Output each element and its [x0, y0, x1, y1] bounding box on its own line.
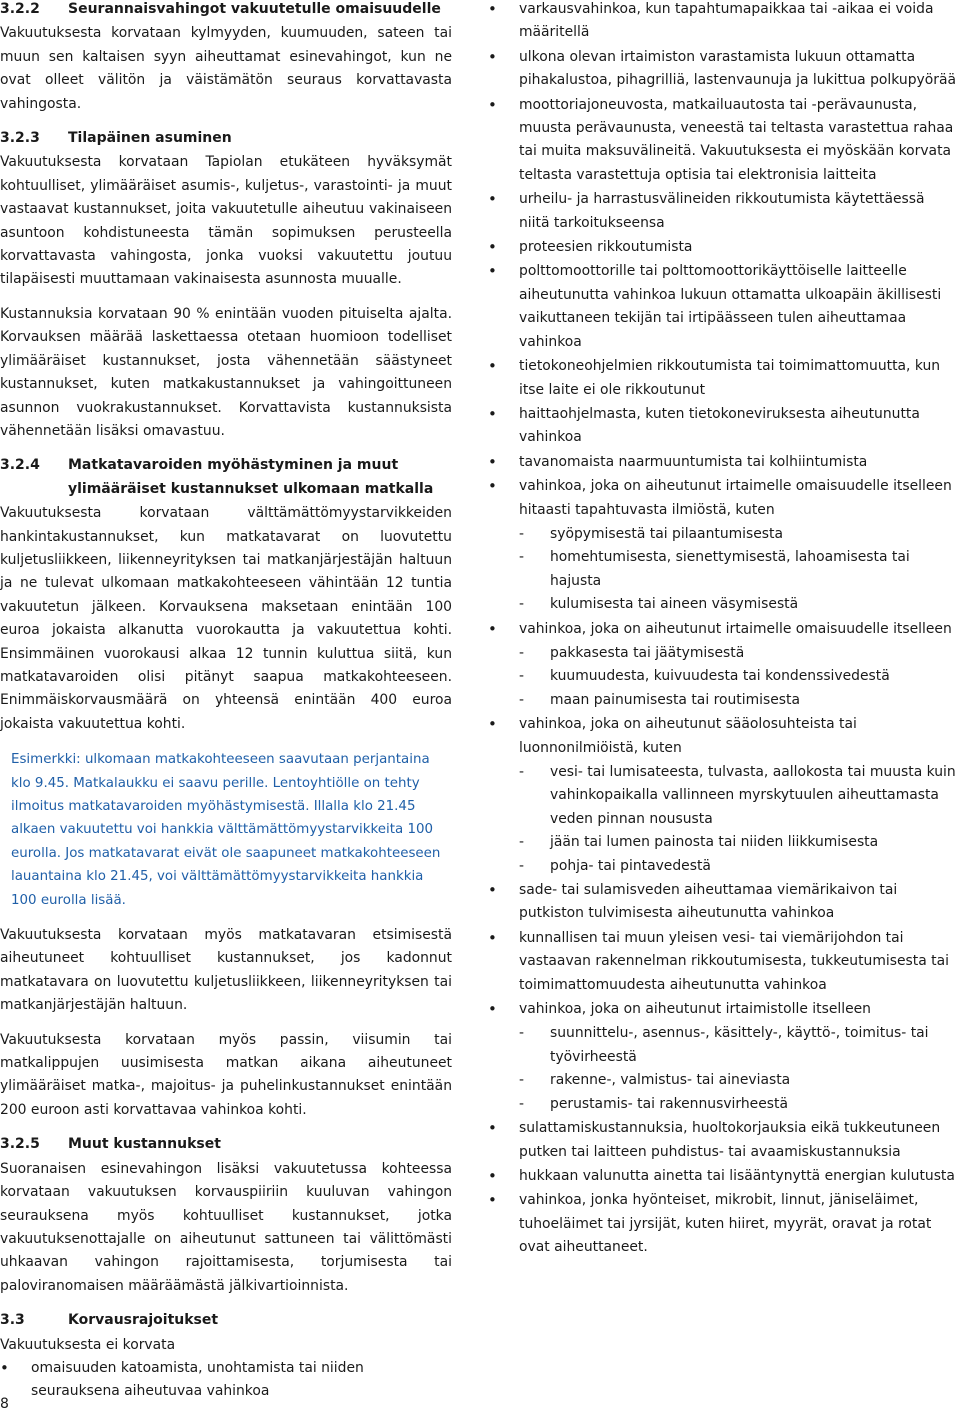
list-item: [488, 475, 956, 616]
list-item-text: vahinkoa, joka on aiheutunut irtaimelle omaisuudelle itselleen: [519, 620, 952, 637]
section-title: Tilapäinen asuminen: [68, 130, 232, 147]
list-item: [488, 927, 956, 997]
list-item-text: tavanomaista naarmuuntumista tai kolhiintumista: [519, 453, 868, 470]
list-item: • omaisuuden katoamista, unohtamista tai niiden seurauksena aiheutuvaa vahinkoa: [0, 1357, 452, 1404]
section-title: Korvausrajoitukset: [68, 1312, 219, 1329]
list-item-text: varkausvahinkoa, kun tapahtumapaikkaa tai -aikaa ei voida määritellä: [519, 1, 934, 41]
sub-list-item: - homehtumisesta, sienettymisestä, lahoamisesta tai hajusta: [519, 546, 956, 593]
section-title: Muut kustannukset: [68, 1136, 221, 1153]
list-item-text: vahinkoa, jonka hyönteiset, mikrobit, linnut, jäniseläimet, tuhoeläimet tai jyrsijät, kuten hiiret, myyrät, oravat ja rotat ovat aiheuttaneet.: [519, 1192, 932, 1256]
list-item-text: polttomoottorille tai polttomoottorikäyttöiselle laitteelle aiheutunutta vahinkoa lukuun ottamatta ulkoapäin äkillisesti vaikuttaneen tekijän tai irtipäässeen tulen aiheuttamaa vahinkoa: [519, 263, 942, 350]
exclusions-list-right: [488, 0, 956, 1260]
list-item: [488, 618, 956, 713]
sub-list: [519, 642, 956, 712]
list-item-text: proteesien rikkoutumista: [519, 239, 693, 256]
section-heading-3-2-5: [0, 1133, 452, 1156]
exclusions-intro: Vakuutuksesta ei korvata: [0, 1336, 176, 1353]
list-item-text: vahinkoa, joka on aiheutunut sääolosuhteista tai luonnonilmiöistä, kuten: [519, 716, 857, 756]
sub-list: [519, 523, 956, 617]
paragraph: Vakuutuksesta korvataan kylmyyden, kuumuuden, sateen tai muun sen kaltaisen syyn aiheuttamat esinevahingot, kun ne ovat olleet välitön ja väistämätön seuraus korvattavasta vahingosta.: [0, 25, 452, 112]
list-item-text: ulkona olevan irtaimiston varastamista lukuun ottamatta pihakalustoa, pihagrilliä, lastenvaunuja ja lukittua polkupyörää: [519, 48, 956, 89]
list-item-text: sulattamiskustannuksia, huoltokorjauksia eikä tukkeutuneen putken tai laitteen puhdistus- tai avaamiskustannuksia: [519, 1120, 941, 1160]
section-title: Matkatavaroiden myöhästyminen ja muut ylimääräiset kustannukset ulkomaan matkalla: [68, 457, 434, 497]
list-item-text: sade- tai sulamisveden aiheuttamaa viemärikaivon tai putkiston tulvimisesta aiheutunutta vahinkoa: [519, 882, 898, 922]
section-title: Seurannaisvahingot vakuutetulle omaisuudelle: [68, 1, 441, 17]
paragraph: Vakuutuksesta korvataan myös passin, viisumin tai matkalippujen uusimisesta matkan aikana aiheutuneet ylimääräiset matka-, majoitus- ja puhelinkustannukset enintään 200 euroon asti korvattavaa vahinkoa kohti.: [0, 1031, 452, 1118]
list-item: [488, 451, 956, 474]
paragraph: Kustannuksia korvataan 90 % enintään vuoden pituiselta ajalta. Korvauksen määrää laskettaessa otetaan huomioon todelliset ylimääräiset kustannukset, josta vähennetään säästyneet kustannukset, kuten matkakustannukset ja vahingoittuneen asunnon vuokrakustannukset. Korvattavista kustannuksista vähennetään lisäksi omavastuu.: [0, 305, 452, 439]
list-item-text: urheilu- ja harrastusvälineiden rikkoutumista käytettäessä niitä tarkoitukseensa: [519, 191, 925, 231]
list-item-text: kunnallisen tai muun yleisen vesi- tai viemärijohdon tai vastaavan rakennelman rikkoutumisesta, tukkeutumisesta tai toimimattomuudesta aiheutunutta vahinkoa: [519, 929, 949, 993]
sub-list-item: - jään tai lumen painosta tai niiden liikkumisesta: [519, 831, 956, 854]
list-item-text: tietokoneohjelmien rikkoutumista tai toimimattomuutta, kun itse laite ei ole rikkoutunut: [519, 358, 941, 398]
section-heading-3-2-2: [0, 0, 452, 21]
list-item: [488, 403, 956, 450]
list-item: [488, 998, 956, 1116]
sub-list-item: - syöpymisestä tai pilaantumisesta: [519, 523, 956, 546]
list-item: [488, 236, 956, 259]
section-number: 3.2.5: [0, 1136, 40, 1153]
section-heading-3-2-3: [0, 127, 452, 150]
sub-list: [519, 1022, 956, 1116]
section-number: 3.3: [0, 1312, 25, 1329]
sub-list-item: - pakkasesta tai jäätymisestä: [519, 642, 956, 665]
right-column: [488, 0, 956, 1261]
section-number: 3.2.3: [0, 130, 40, 147]
list-item: [488, 260, 956, 354]
list-item: [488, 713, 956, 878]
list-item-text: vahinkoa, joka on aiheutunut irtaimelle omaisuudelle itselleen hitaasti tapahtuvasta ilmiöstä, kuten: [519, 478, 952, 518]
sub-list-item: - suunnittelu-, asennus-, käsittely-, käyttö-, toimitus- tai työvirheestä: [519, 1022, 956, 1069]
section-number: 3.2.2: [0, 1, 40, 17]
sub-list-item: - maan painumisesta tai routimisesta: [519, 689, 956, 712]
sub-list-item: - rakenne-, valmistus- tai aineviasta: [519, 1069, 956, 1092]
list-item-text: haittaohjelmasta, kuten tietokoneviruksesta aiheutunutta vahinkoa: [519, 405, 920, 446]
list-item: [488, 1189, 956, 1259]
list-item: [488, 1165, 956, 1188]
list-item: [488, 355, 956, 402]
list-item-text: vahinkoa, joka on aiheutunut irtaimistolle itselleen: [519, 1001, 871, 1018]
sub-list-item: - kulumisesta tai aineen väsymisestä: [519, 593, 956, 616]
list-item: [488, 879, 956, 926]
list-item-text: moottoriajoneuvosta, matkailuautosta tai -perävaunusta, muusta perävaunusta, veneestä tai teltasta varastettua rahaa tai muita maksuvälineitä. Vakuutuksesta ei myöskään korvata teltasta varastettuja optisia tai elektronisia laitteita: [519, 96, 954, 183]
list-item-text: hukkaan valunutta ainetta tai lisääntynyttä energian kulutusta: [519, 1167, 955, 1184]
paragraph: Vakuutuksesta korvataan välttämättömyystarvikkeiden hankintakustannukset, kun matkatavarat on luovutettu kuljetusliikkeen, liikenneyrityksen tai matkanjärjestäjän haltuun ja ne tulevat ulkomaan matkakohteeseen vähintään 12 tuntia vakuutetun jälkeen. Korvauksena maksetaan enintään 100 euroa jokaista alkanutta vuorokautta ja vakuutettua kohti. Ensimmäinen vuorokausi alkaa 12 tunnin kuluttua siitä, kun matkatavaroiden olisi pitänyt saapua matkakohteeseen. Enimmäiskorvausmäärä on yhteensä enintään 400 euroa jokaista vakuutettua kohti.: [0, 505, 452, 732]
paragraph: Vakuutuksesta korvataan myös matkatavaran etsimisestä aiheutuneet kohtuulliset kustannukset, jos kadonnut matkatavara on luovutettu kuljetusliikkeen, liikenneyrityksen tai matkanjärjestäjän haltuun.: [0, 927, 452, 1014]
left-column: [0, 0, 452, 1405]
section-heading-3-3: [0, 1309, 452, 1332]
sub-list-item: - vesi- tai lumisateesta, tulvasta, aallokosta tai muusta kuin vahinkopaikalla vallinneen myrskytuulen aiheuttamasta veden pinnan noususta: [519, 761, 956, 831]
list-item: [488, 94, 956, 188]
example-note: Esimerkki: ulkomaan matkakohteeseen saavutaan perjantaina klo 9.45. Matkalaukku ei saavu perille. Lentoyhtiölle on tehty ilmoitus matkatavaroiden myöhästymisestä. Illalla klo 21.45 alkaen vakuutettu voi hankkia välttämättömyystarvikkeita 100 eurolla. Jos matkatavarat eivät ole saapuneet matkakohteeseen lauantaina klo 21.45, voi välttämättömyystarvikkeita hankkia 100 eurolla lisää.: [11, 752, 441, 908]
section-number: 3.2.4: [0, 457, 40, 474]
list-item: [488, 0, 956, 45]
list-item: [488, 46, 956, 93]
page-number: 8: [0, 1396, 9, 1412]
sub-list-item: - pohja- tai pintavedestä: [519, 855, 956, 878]
sub-list: [519, 761, 956, 878]
exclusions-list-left: [0, 1357, 452, 1404]
paragraph: Suoranaisen esinevahingon lisäksi vakuutetussa kohteessa korvataan vakuutuksen korvauspiiriin kuuluvan vahingon seurauksena myös kohtuulliset kustannukset, jotka vakuutuksenottajalle on aiheutunut sattuneen tai välittömästi uhkaavan vahingon rajoittamisesta, torjumisesta tai paloviranomaisen määräämästä jälkivartioinnista.: [0, 1160, 452, 1294]
list-item: [488, 1117, 956, 1164]
paragraph: Vakuutuksesta korvataan Tapiolan etukäteen hyväksymät kohtuulliset, ylimääräiset asumis-, kuljetus-, varastointi- ja muut vastaavat kustannukset, joita vakuutetulle aiheutuu vakinaiseen asuntoon kohdistuneesta tämän sopimuksen perusteella korvattavasta vahingosta, jonka vuoksi vakuutettu joutuu tilapäisesti muuttamaan vakinaisesta asunnosta muualle.: [0, 154, 452, 288]
section-heading-3-2-4: [0, 454, 452, 501]
sub-list-item: - kuumuudesta, kuivuudesta tai kondenssivedestä: [519, 665, 956, 688]
list-item: [488, 188, 956, 235]
sub-list-item: - perustamis- tai rakennusvirheestä: [519, 1093, 956, 1116]
